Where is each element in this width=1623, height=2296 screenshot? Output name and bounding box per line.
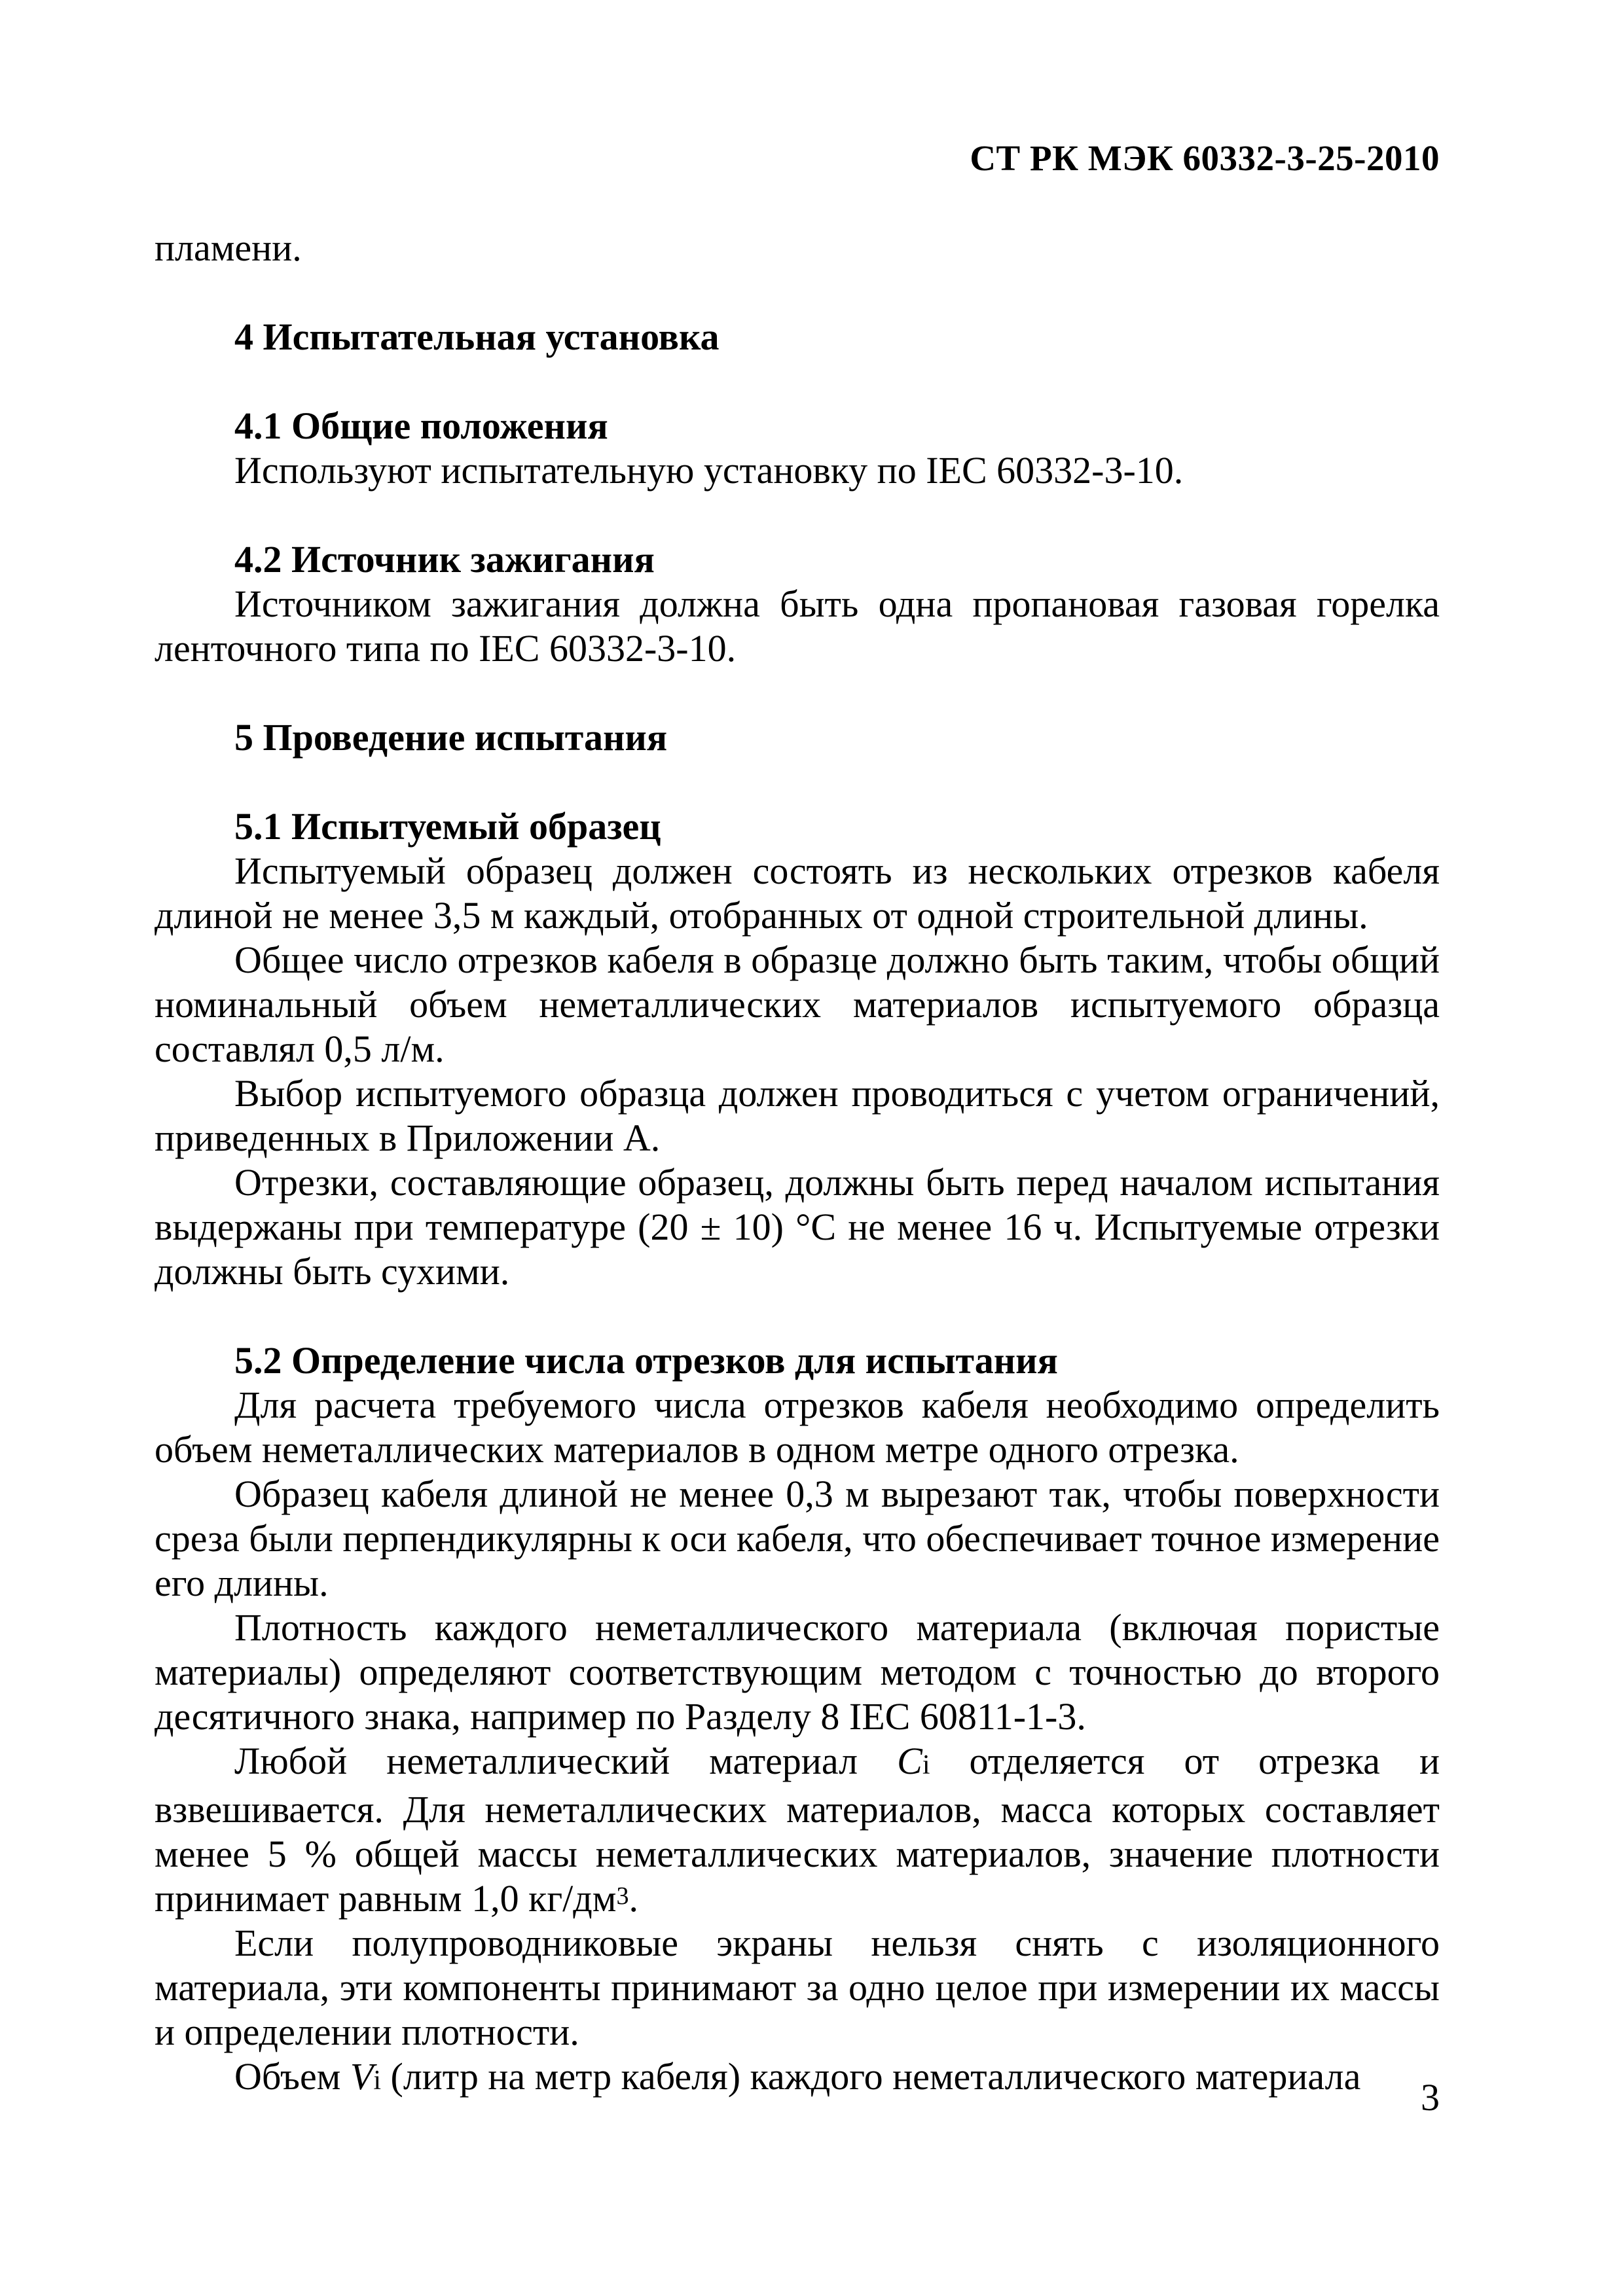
document-body [155,226,1440,2103]
text-run: отделяется от отрезка и взвешивается. Для неметаллических материалов, масса которых составляет менее 5 % общей массы неметаллических материалов, значение плотности принимает равным 1,0 кг/дм [155,1740,1440,1920]
paragraph-5-1-d: Отрезки, составляющие образец, должны быть перед началом испытания выдержаны при температуре (20 ± 10) °С не менее 16 ч. Испытуемые отрезки должны быть сухими. [155,1161,1440,1293]
paragraph-4-1: Используют испытательную установку по IEC 60332-3-10. [234,449,1184,492]
subscript-i: i [373,2066,381,2096]
paragraph-5-1-a: Испытуемый образец должен состоять из нескольких отрезков кабеля длиной не менее 3,5 м каждый, отобранных от одной строительной длины. [155,850,1440,937]
section-heading-5: 5 Проведение испытания [234,716,668,759]
paragraph-5-2-b: Образец кабеля длиной не менее 0,3 м вырезают так, чтобы поверхности среза были перпендикулярны к оси кабеля, что обеспечивает точное измерение его длины. [155,1473,1440,1604]
section-heading-5-2: 5.2 Определение числа отрезков для испытания [234,1339,1058,1382]
paragraph-5-2-c: Плотность каждого неметаллического материала (включая пористые материалы) определяют соответствующим методом с точностью до второго десятичного знака, например по Разделу 8 IEC 60811-1-3. [155,1606,1440,1738]
text-run: Любой неметаллический материал [234,1740,898,1782]
section-heading-4: 4 Испытательная установка [234,315,720,358]
paragraph-5-2-e: Если полупроводниковые экраны нельзя снять с изоляционного материала, эти компоненты принимают за одно целое при измерении их массы и определении плотности. [155,1922,1440,2053]
text-run: Объем [234,2055,350,2098]
section-heading-4-1: 4.1 Общие положения [234,404,608,447]
section-heading-4-2: 4.2 Источник зажигания [234,538,655,581]
page-number: 3 [1421,2076,1440,2119]
section-heading-5-1: 5.1 Испытуемый образец [234,805,661,848]
document-number-header: СТ РК МЭК 60332-3-25-2010 [970,138,1440,178]
paragraph-5-2-f [155,2054,1440,2103]
subscript-i: i [922,1750,930,1780]
paragraph-4-2: Источником зажигания должна быть одна пропановая газовая горелка ленточного типа по IEC 60332-3-10. [155,583,1440,670]
text-run: (литр на метр кабеля) каждого неметаллического материала [381,2055,1361,2098]
paragraph-continuation: пламени. [155,226,302,269]
symbol-c: C [897,1740,922,1782]
paragraph-5-1-b: Общее число отрезков кабеля в образце должно быть таким, чтобы общий номинальный объем неметаллических материалов испытуемого образца составлял 0,5 л/м. [155,939,1440,1070]
paragraph-5-1-c: Выбор испытуемого образца должен проводиться с учетом ограничений, приведенных в Приложении А. [155,1072,1440,1159]
paragraph-5-2-a: Для расчета требуемого числа отрезков кабеля необходимо определить объем неметаллических материалов в одном метре одного отрезка. [155,1384,1440,1471]
text-run: . [629,1877,638,1920]
symbol-v: V [350,2055,374,2098]
superscript-3: 3 [616,1882,629,1910]
paragraph-5-2-d [155,1739,1440,1921]
